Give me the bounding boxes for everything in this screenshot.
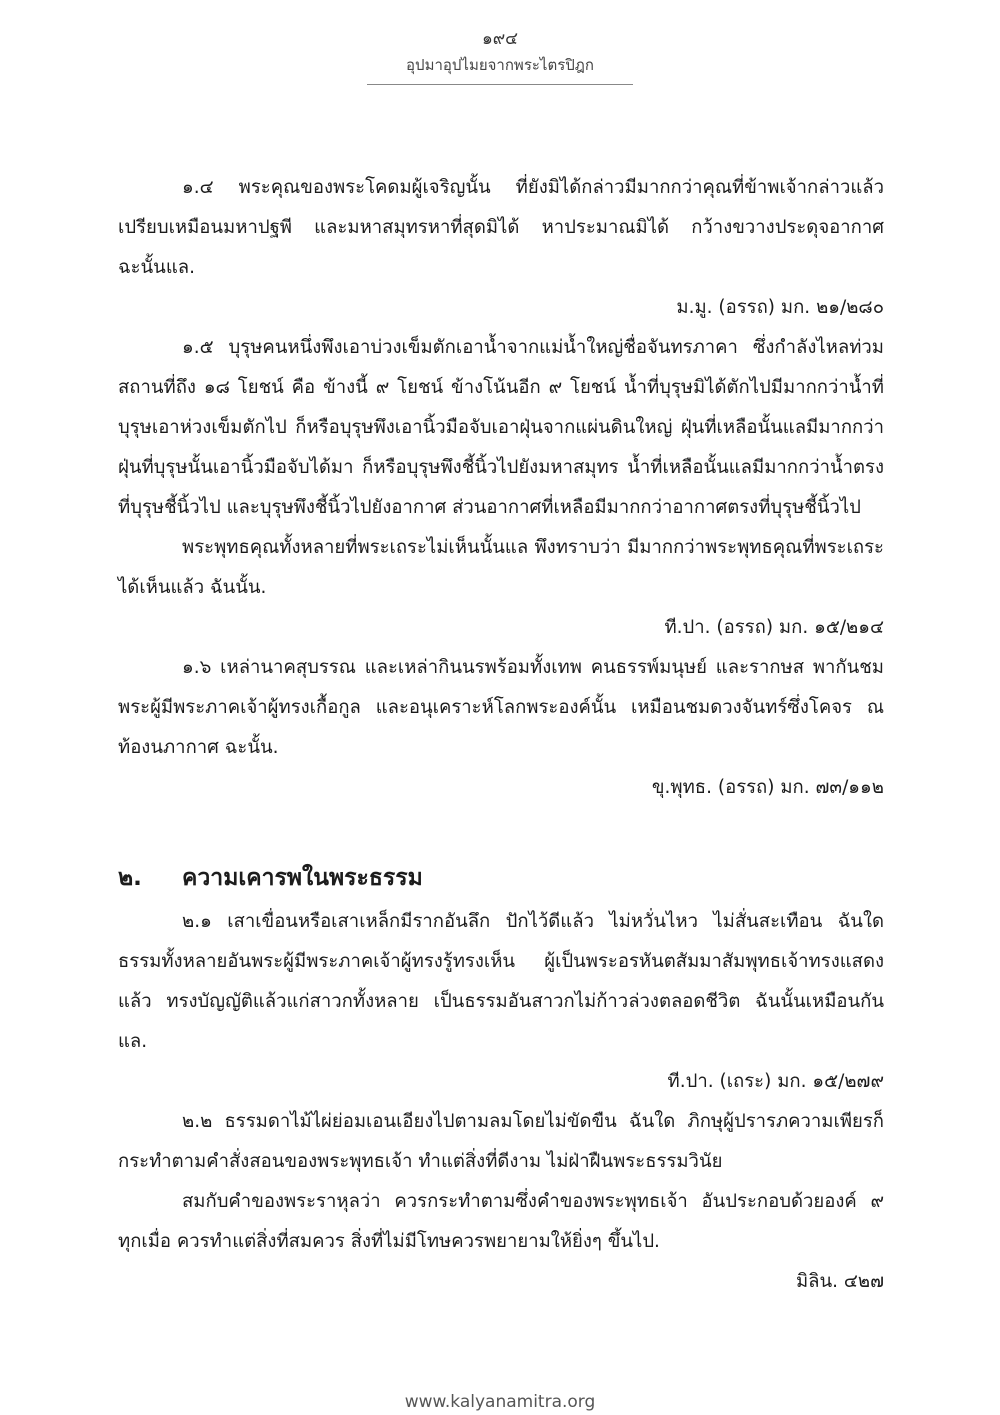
- reference-1-6: ขุ.พุทธ. (อรรถ) มก. ๗๓/๑๑๒: [651, 777, 884, 798]
- paragraph-1-5: ๑.๕ บุรุษคนหนึ่งพึงเอาบ่วงเข็มตักเอาน้ำจากแม่น้ำใหญ่ชื่อจันทรภาคา ซึ่งกำลังไหลท่วมสถานที่ถึง ๑๘ โยชน์ คือ ข้างนี้ ๙ โยชน์ ข้างโน้นอีก ๙ โยชน์ น้ำที่บุรุษมิได้ตักไปมีมากกว่าน้ำที่บุรุษเอาห่วงเข็มตักไป ก็หรือบุรุษพึงเอานิ้วมือจับเอาฝุ่นจากแผ่นดินใหญ่ ฝุ่นที่เหลือนั้นแลมีมากกว่าฝุ่นที่บุรุษนั้นเอานิ้วมือจับได้มา ก็หรือบุรุษพึงชี้นิ้วไปยังมหาสมุทร น้ำที่เหลือนั้นแลมีมากกว่าน้ำตรงที่บุรุษชี้นิ้วไป และบุรุษพึงชี้นิ้วไปยังอากาศ ส่วนอากาศที่เหลือมีมากกว่าอากาศตรงที่บุรุษชี้นิ้วไป: [118, 337, 884, 518]
- section-number: ๒.: [118, 865, 142, 891]
- reference-2-2: มิลิน. ๔๒๗: [795, 1271, 884, 1292]
- page-number: ๑๙๔: [481, 29, 519, 49]
- paragraph-1-6: ๑.๖ เหล่านาคสุบรรณ และเหล่ากินนรพร้อมทั้งเทพ คนธรรพ์มนุษย์ และรากษส พากันชมพระผู้มีพระภาคเจ้าผู้ทรงเกื้อกูล และอนุเคราะห์โลกพระองค์นั้น เหมือนชมดวงจันทร์ซึ่งโคจร ณ ท้องนภากาศ ฉะนั้น.: [118, 657, 884, 758]
- reference-2-1: ที.ปา. (เถระ) มก. ๑๕/๒๗๙: [667, 1071, 884, 1092]
- book-title: อุปมาอุปไมยจากพระไตรปิฎก: [406, 56, 594, 74]
- footer-website: www.kalyanamitra.org: [404, 1392, 596, 1412]
- paragraph-2-2-conclusion: สมกับคำของพระราหุลว่า ควรกระทำตามซึ่งคำของพระพุทธเจ้า อันประกอบด้วยองค์ ๙ ทุกเมื่อ ควรทำแต่สิ่งที่สมควร สิ่งที่ไม่มีโทษควรพยายามให้ยิ่งๆ ขึ้นไป.: [118, 1191, 884, 1252]
- paragraph-1-5-conclusion: พระพุทธคุณทั้งหลายที่พระเถระไม่เห็นนั้นแล พึงทราบว่า มีมากกว่าพระพุทธคุณที่พระเถระได้เห็นแล้ว ฉันนั้น.: [118, 537, 884, 598]
- section-heading: [118, 858, 884, 898]
- reference-1-4: ม.มู. (อรรถ) มก. ๒๑/๒๘๐: [676, 297, 884, 318]
- reference-1-5: ที.ปา. (อรรถ) มก. ๑๕/๒๑๔: [664, 617, 884, 638]
- header-divider: [367, 84, 633, 85]
- paragraph-2-2: ๒.๒ ธรรมดาไม้ไผ่ย่อมเอนเอียงไปตามลมโดยไม่ขัดขืน ฉันใด ภิกษุผู้ปรารภความเพียรก็กระทำตามคำสั่งสอนของพระพุทธเจ้า ทำแต่สิ่งที่ดีงาม ไม่ฝ่าฝืนพระธรรมวินัย: [118, 1111, 884, 1172]
- paragraph-1-4: ๑.๔ พระคุณของพระโคดมผู้เจริญนั้น ที่ยังมิได้กล่าวมีมากกว่าคุณที่ข้าพเจ้ากล่าวแล้ว เปรียบเหมือนมหาปฐพี และมหาสมุทรหาที่สุดมิได้ หาประมาณมิได้ กว้างขวางประดุจอากาศ ฉะนั้นแล.: [118, 177, 884, 278]
- page-header: [0, 28, 1000, 85]
- paragraph-2-1: ๒.๑ เสาเขื่อนหรือเสาเหล็กมีรากอันลึก ปักไว้ดีแล้ว ไม่หวั่นไหว ไม่สั่นสะเทือน ฉันใด ธรรมทั้งหลายอันพระผู้มีพระภาคเจ้าผู้ทรงรู้ทรงเห็น ผู้เป็นพระอรหันตสัมมาสัมพุทธเจ้าทรงแสดงแล้ว ทรงบัญญัติแล้วแก่สาวกทั้งหลาย เป็นธรรมอันสาวกไม่ก้าวล่วงตลอดชีวิต ฉันนั้นเหมือนกันแล.: [118, 911, 884, 1052]
- section-title: ความเคารพในพระธรรม: [182, 865, 423, 891]
- page-content: [118, 168, 884, 1302]
